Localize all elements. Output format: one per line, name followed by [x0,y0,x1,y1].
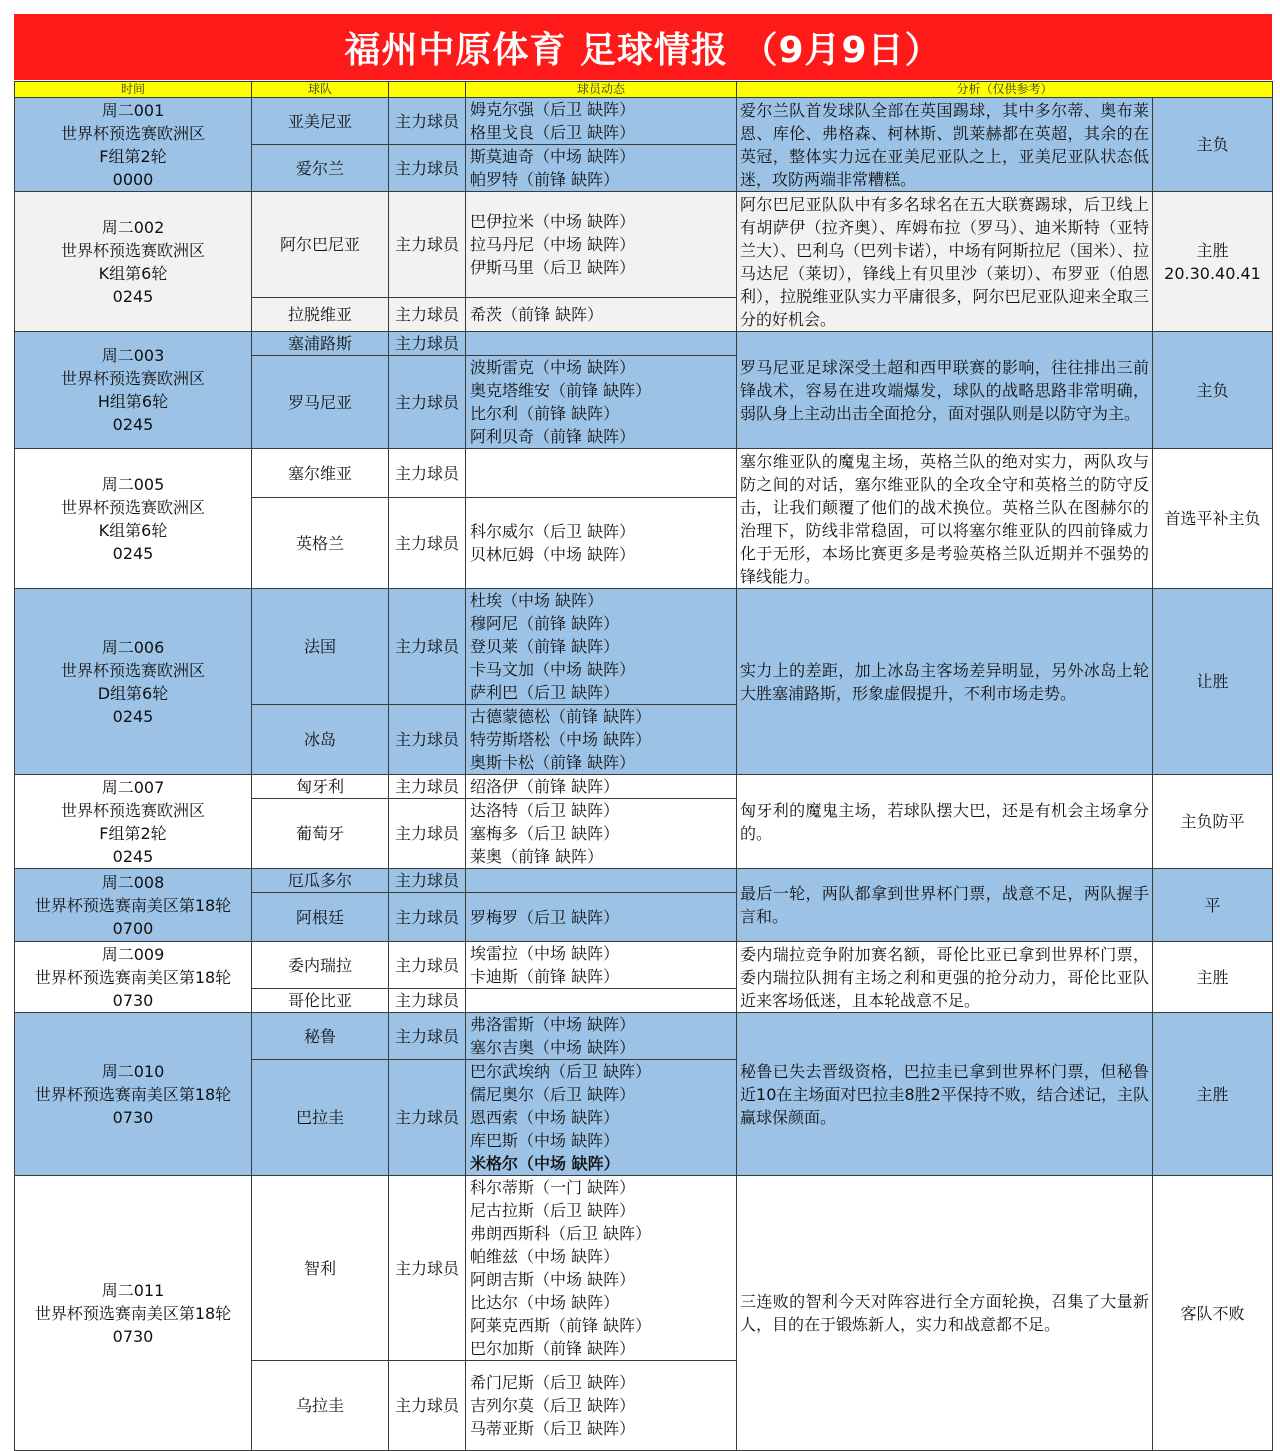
team-name: 塞浦路斯 [252,332,389,356]
header-row [15,82,1273,98]
player-status: 科尔蒂斯（一门 缺阵） 尼古拉斯（后卫 缺阵） 弗朗西斯科（后卫 缺阵） 帕维兹（中场 缺阵） 阿朗吉斯（中场 缺阵） 比达尔（中场 缺阵） 阿莱克西斯（前锋 缺阵） 巴尔加斯（前锋 缺阵） [466,1176,737,1361]
analysis-text: 三连败的智利今天对阵容进行全方面轮换，召集了大量新人，目的在于锻炼新人，实力和战意都不足。 [737,1176,1153,1451]
player-role: 主力球员 [389,1060,466,1176]
match-time: 周二011 世界杯预选赛南美区第18轮 0730 [15,1176,252,1451]
player-status [466,332,737,356]
player-role: 主力球员 [389,1176,466,1361]
pick: 主负 [1153,98,1273,192]
player-status: 斯莫迪奇（中场 缺阵） 帕罗特（前锋 缺阵） [466,145,737,192]
player-role: 主力球员 [389,298,466,332]
player-status: 埃雷拉（中场 缺阵） 卡迪斯（前锋 缺阵） [466,942,737,989]
team-name: 委内瑞拉 [252,942,389,989]
player-status: 古德蒙德松（前锋 缺阵） 特劳斯塔松（中场 缺阵） 奥斯卡松（前锋 缺阵） [466,705,737,775]
team-name: 法国 [252,589,389,705]
table-row [15,449,1273,498]
match-time: 周二008 世界杯预选赛南美区第18轮 0700 [15,869,252,942]
pick: 平 [1153,869,1273,942]
player-status: 波斯雷克（中场 缺阵） 奥克塔维安（前锋 缺阵） 比尔利（前锋 缺阵） 阿利贝奇（前锋 缺阵） [466,356,737,449]
team-name: 厄瓜多尔 [252,869,389,893]
player-role: 主力球员 [389,989,466,1013]
player-role: 主力球员 [389,356,466,449]
player-role: 主力球员 [389,893,466,942]
match-time: 周二006 世界杯预选赛欧洲区 D组第6轮 0245 [15,589,252,775]
match-time: 周二003 世界杯预选赛欧洲区 H组第6轮 0245 [15,332,252,449]
table-row [15,942,1273,989]
analysis-text: 秘鲁已失去晋级资格，巴拉圭已拿到世界杯门票，但秘鲁近10在主场面对巴拉圭8胜2平保持不败，结合述记，主队赢球保颜面。 [737,1013,1153,1176]
match-time: 周二002 世界杯预选赛欧洲区 K组第6轮 0245 [15,192,252,332]
analysis-text: 阿尔巴尼亚队队中有多名球名在五大联赛踢球，后卫线上有胡萨伊（拉齐奥）、库姆布拉（罗马）、迪米斯特（亚特兰大）、巴利乌（巴列卡诺），中场有阿斯拉尼（国米）、拉马达尼（莱切），锋线上有贝里沙（莱切）、布罗亚（伯恩利），拉脱维亚队实力平庸很多，阿尔巴尼亚队迎来全取三分的好机会。 [737,192,1153,332]
player-role: 主力球员 [389,192,466,298]
team-name: 智利 [252,1176,389,1361]
team-name: 乌拉圭 [252,1361,389,1451]
page-title: 福州中原体育 足球情报 （9月9日） [14,14,1272,80]
player-role: 主力球员 [389,449,466,498]
team-name: 匈牙利 [252,775,389,799]
col-header-analysis: 分析（仅供参考） [737,82,1273,98]
player-role: 主力球员 [389,942,466,989]
pick: 主胜 20.30.40.41 [1153,192,1273,332]
player-status: 达洛特（后卫 缺阵） 塞梅多（后卫 缺阵） 莱奥（前锋 缺阵） [466,799,737,869]
player-role: 主力球员 [389,145,466,192]
team-name: 塞尔维亚 [252,449,389,498]
table-row [15,869,1273,893]
analysis-text: 实力上的差距，加上冰岛主客场差异明显，另外冰岛上轮大胜塞浦路斯，形象虚假提升，不利市场走势。 [737,589,1153,775]
player-status: 姆克尔强（后卫 缺阵） 格里戈良（后卫 缺阵） [466,98,737,145]
match-time: 周二007 世界杯预选赛欧洲区 F组第2轮 0245 [15,775,252,869]
player-status: 罗梅罗（后卫 缺阵） [466,893,737,942]
match-time: 周二010 世界杯预选赛南美区第18轮 0730 [15,1013,252,1176]
team-name: 哥伦比亚 [252,989,389,1013]
player-role: 主力球员 [389,799,466,869]
pick: 让胜 [1153,589,1273,775]
pick: 首选平补主负 [1153,449,1273,589]
team-name: 爱尔兰 [252,145,389,192]
player-status: 希茨（前锋 缺阵） [466,298,737,332]
table-row [15,192,1273,298]
team-name: 亚美尼亚 [252,98,389,145]
player-role: 主力球员 [389,589,466,705]
player-role: 主力球员 [389,1013,466,1060]
team-name: 拉脱维亚 [252,298,389,332]
player-status: 弗洛雷斯（中场 缺阵） 塞尔吉奥（中场 缺阵） [466,1013,737,1060]
pick: 主负 [1153,332,1273,449]
player-role: 主力球员 [389,705,466,775]
player-role: 主力球员 [389,332,466,356]
analysis-text: 委内瑞拉竞争附加赛名额，哥伦比亚已拿到世界杯门票，委内瑞拉队拥有主场之利和更强的抢分动力，哥伦比亚队近来客场低迷，且本轮战意不足。 [737,942,1153,1013]
player-status [466,869,737,893]
table-row [15,589,1273,705]
table-row [15,1176,1273,1361]
match-time: 周二005 世界杯预选赛欧洲区 K组第6轮 0245 [15,449,252,589]
player-role: 主力球员 [389,1361,466,1451]
pick: 主负防平 [1153,775,1273,869]
table-row [15,98,1273,145]
table-row [15,775,1273,799]
player-role: 主力球员 [389,869,466,893]
table-row [15,1013,1273,1060]
col-header-time: 时间 [15,82,252,98]
team-name: 罗马尼亚 [252,356,389,449]
player-role: 主力球员 [389,498,466,589]
player-status [466,989,737,1013]
pick: 主胜 [1153,942,1273,1013]
team-name: 阿尔巴尼亚 [252,192,389,298]
player-status: 杜埃（中场 缺阵） 穆阿尼（前锋 缺阵） 登贝莱（前锋 缺阵） 卡马文加（中场 缺阵） 萨利巴（后卫 缺阵） [466,589,737,705]
player-status: 希门尼斯（后卫 缺阵） 吉列尔莫（后卫 缺阵） 马蒂亚斯（后卫 缺阵） [466,1361,737,1451]
player-status: 科尔威尔（后卫 缺阵） 贝林厄姆（中场 缺阵） [466,498,737,589]
match-time: 周二001 世界杯预选赛欧洲区 F组第2轮 0000 [15,98,252,192]
pick: 主胜 [1153,1013,1273,1176]
player-status: 巴尔武埃纳（后卫 缺阵） 儒尼奥尔（后卫 缺阵） 恩西索（中场 缺阵） 库巴斯（中场 缺阵） 米格尔（中场 缺阵） [466,1060,737,1176]
player-status: 绍洛伊（前锋 缺阵） [466,775,737,799]
team-name: 冰岛 [252,705,389,775]
pick: 客队不败 [1153,1176,1273,1451]
analysis-text: 最后一轮，两队都拿到世界杯门票，战意不足，两队握手言和。 [737,869,1153,942]
team-name: 英格兰 [252,498,389,589]
team-name: 阿根廷 [252,893,389,942]
team-name: 巴拉圭 [252,1060,389,1176]
analysis-text: 爱尔兰队首发球队全部在英国踢球，其中多尔蒂、奥布莱恩、库伦、弗格森、柯林斯、凯莱赫都在英超，其余的在英冠，整体实力远在亚美尼亚队之上，亚美尼亚队状态低迷，攻防两端非常糟糕。 [737,98,1153,192]
player-role: 主力球员 [389,775,466,799]
team-name: 葡萄牙 [252,799,389,869]
analysis-text: 塞尔维亚队的魔鬼主场，英格兰队的绝对实力，两队攻与防之间的对话，塞尔维亚队的全攻全守和英格兰的防守反击，让我们颠覆了他们的战术换位。英格兰队在图赫尔的治理下，防线非常稳固，可以将塞尔维亚队的四前锋威力化于无形，本场比赛更多是考验英格兰队近期并不强势的锋线能力。 [737,449,1153,589]
analysis-text: 匈牙利的魔鬼主场，若球队摆大巴，还是有机会主场拿分的。 [737,775,1153,869]
player-role: 主力球员 [389,98,466,145]
match-time: 周二009 世界杯预选赛南美区第18轮 0730 [15,942,252,1013]
player-status [466,449,737,498]
team-name: 秘鲁 [252,1013,389,1060]
intel-table [14,81,1273,1451]
player-status: 巴伊拉米（中场 缺阵） 拉马丹尼（中场 缺阵） 伊斯马里（后卫 缺阵） [466,192,737,298]
analysis-text: 罗马尼亚足球深受土超和西甲联赛的影响，往往排出三前锋战术，容易在进攻端爆发，球队的战略思路非常明确，弱队身上主动出击全面抢分，面对强队则是以防守为主。 [737,332,1153,449]
col-header-team: 球队 [252,82,389,98]
col-header-role [389,82,466,98]
table-row [15,332,1273,356]
col-header-players: 球员动态 [466,82,737,98]
